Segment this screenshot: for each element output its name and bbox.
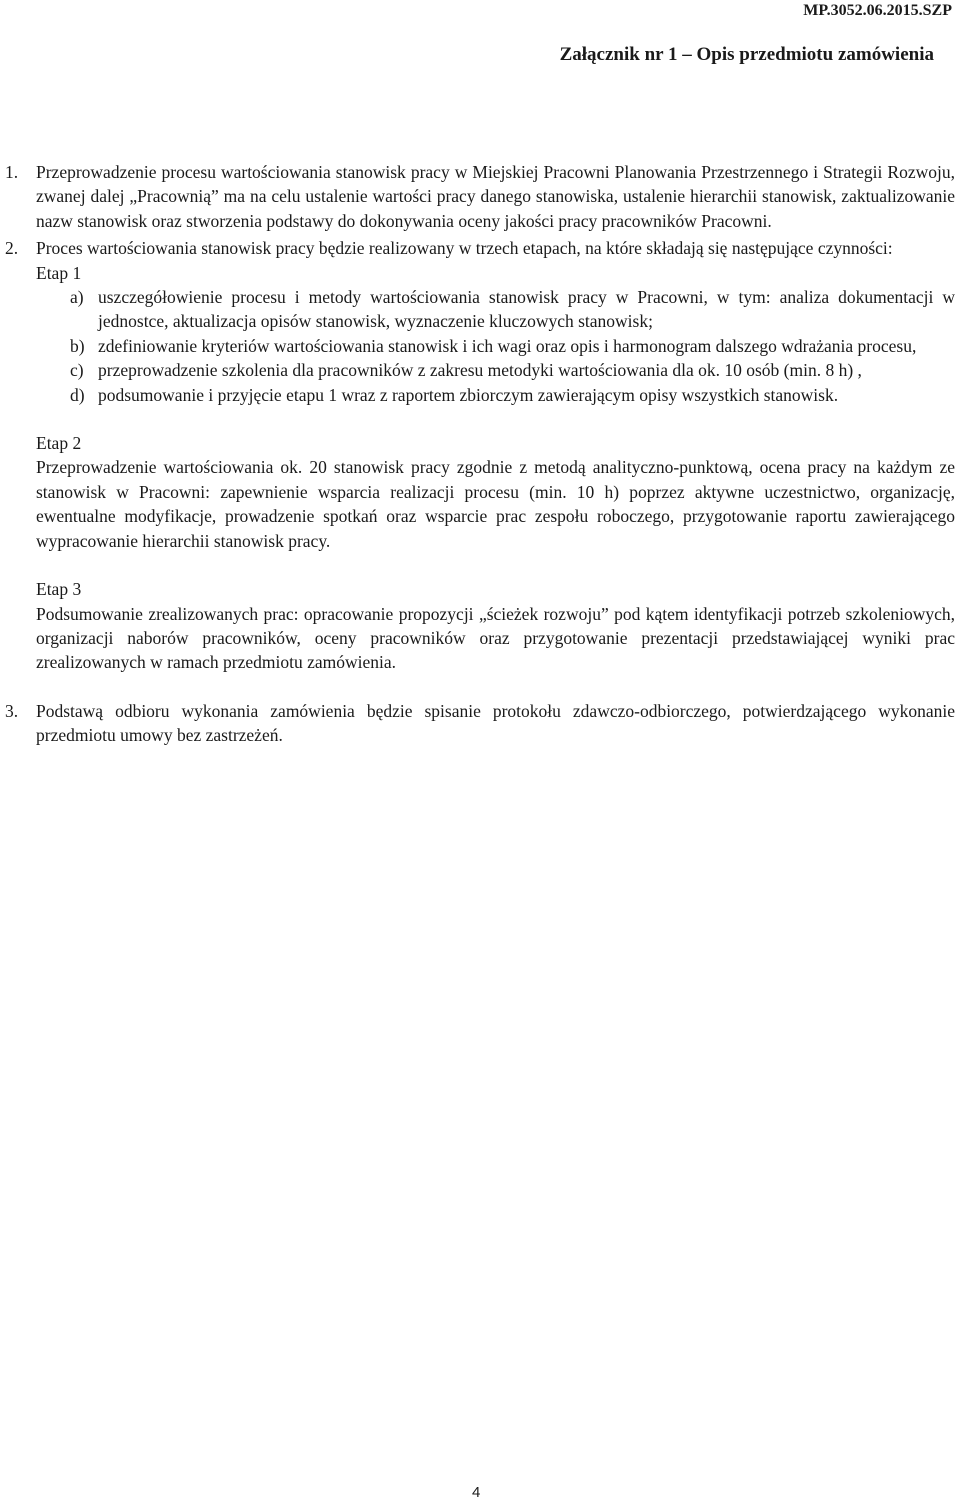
list-item-text: Podstawą odbioru wykonania zamówienia będzie spisanie protokołu zdawczo-odbiorczego, potwierdzającego wykonanie przedmiotu umowy bez zastrzeżeń. xyxy=(36,700,955,746)
point-text: przeprowadzenie szkolenia dla pracowników z zakresu metodyki wartościowania dla ok. 10 osób (min. 8 h) , xyxy=(98,360,862,381)
page-number: 4 xyxy=(472,1484,481,1501)
etap-3-text: Podsumowanie zrealizowanych prac: opracowanie propozycji „ścieżek rozwoju” pod kątem identyfikacji potrzeb szkoleniowych, organizacji naborów pracowników, oceny pracowników oraz przygotowanie prezentacji przedstawiającej wyniki prac zrealizowanych w ramach przedmiotu zamówienia. xyxy=(36,603,955,673)
etap-1-point-a xyxy=(0,285,955,334)
point-text: podsumowanie i przyjęcie etapu 1 wraz z raportem zbiorczym zawierającym opisy wszystkich stanowisk. xyxy=(98,384,839,405)
document-reference: MP.3052.06.2015.SZP xyxy=(803,2,952,19)
list-item-3 xyxy=(0,699,955,748)
list-item-2 xyxy=(0,236,955,260)
document-body xyxy=(0,160,955,748)
list-number: 1. xyxy=(5,162,19,182)
point-text: uszczegółowienie procesu i metody wartościowania stanowisk pracy w Pracowni, w tym: analiza dokumentacji w jednostce, aktualizacja opisów stanowisk, wyznaczenie kluczowych stanowisk; xyxy=(98,287,955,332)
document-title: Załącznik nr 1 – Opis przedmiotu zamówienia xyxy=(559,44,934,65)
etap-1-point-b xyxy=(0,334,955,358)
point-letter: c) xyxy=(70,360,84,381)
point-letter: d) xyxy=(70,384,85,405)
etap-1-point-c xyxy=(0,358,955,382)
etap-2-text: Przeprowadzenie wartościowania ok. 20 stanowisk pracy zgodnie z metodą analityczno-punktową, ocena pracy na każdym ze stanowisk w Pracowni: zapewnienie wsparcia realizacji procesu (min. 10 h) poprzez aktywne uczestnictwo, organizację, ewentualne modyfikacje, prowadzenie spotkań oraz wsparcie prac zespołu roboczego, przygotowanie raportu zawierającego wypracowanie hierarchii stanowisk pracy. xyxy=(36,457,955,551)
list-number: 3. xyxy=(5,700,19,721)
point-letter: a) xyxy=(70,287,84,308)
list-item-text: Przeprowadzenie procesu wartościowania stanowisk pracy w Miejskiej Pracowni Planowania Przestrzennego i Strategii Rozwoju, zwanej dalej „Pracownią” ma na celu ustalenie wartości pracy danego stanowiska, ustalenie hierarchii stanowisk, zaktualizowanie nazw stanowisk oraz stworzenia podstawy do dokonywania oceny jakości pracy pracowników Pracowni. xyxy=(36,162,955,231)
etap-3-title: Etap 3 xyxy=(36,579,82,600)
list-number: 2. xyxy=(5,238,19,259)
list-item-text: Proces wartościowania stanowisk pracy będzie realizowany w trzech etapach, na które składają się następujące czynności: xyxy=(36,238,893,259)
etap-1-title: Etap 1 xyxy=(36,262,82,283)
etap-1-point-d xyxy=(0,383,955,407)
list-item-1 xyxy=(0,160,955,233)
point-text: zdefiniowanie kryteriów wartościowania stanowisk i ich wagi oraz opis i harmonogram dalszego wdrażania procesu, xyxy=(98,335,917,356)
point-letter: b) xyxy=(70,335,85,356)
etap-2-title: Etap 2 xyxy=(36,433,82,454)
